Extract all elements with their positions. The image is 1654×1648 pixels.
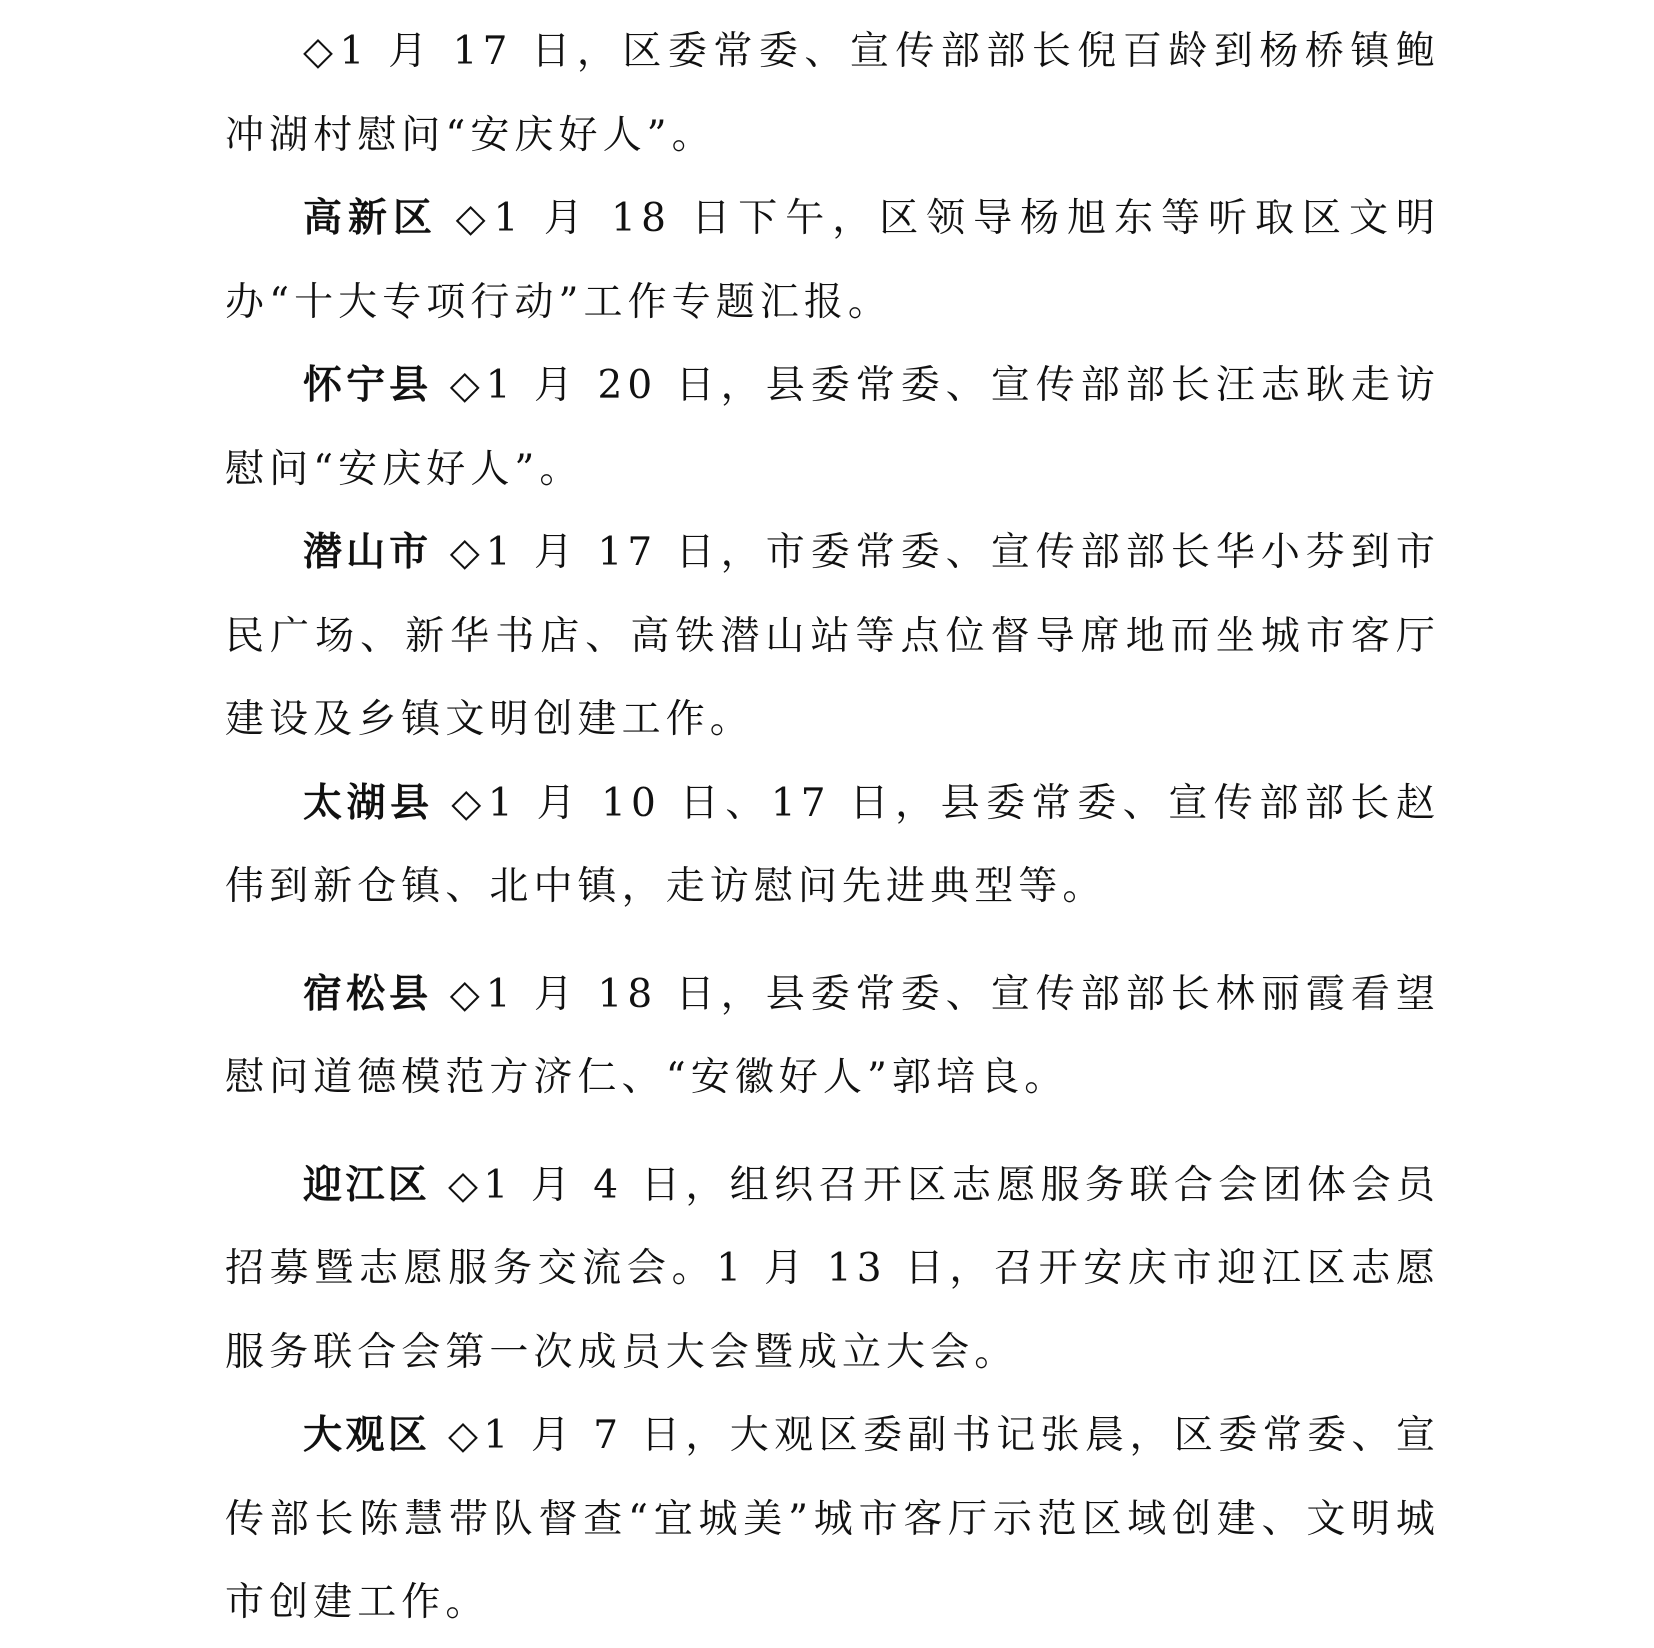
news-paragraph-yingjiang — [225, 1144, 1440, 1395]
paragraph-text: ◇1 月 18 日下午，区领导杨旭东等听取区文明办“十大专项行动”工作专题汇报。 — [225, 196, 1440, 325]
news-paragraph-susong — [225, 953, 1440, 1120]
paragraph-text: ◇1 月 18 日，县委常委、宣传部部长林丽霞看望慰问道德模范方济仁、“安徽好人”郭培良。 — [225, 971, 1440, 1100]
news-paragraph-taihu — [225, 762, 1440, 929]
news-paragraph-daguan — [225, 1394, 1440, 1645]
region-name: 迎江区 — [303, 1162, 431, 1208]
region-name: 潜山市 — [303, 530, 433, 575]
paragraph-text: ◇1 月 7 日，大观区委副书记张晨，区委常委、宣传部长陈慧带队督查“宜城美”城市客厅示范区域创建、文明城市创建工作。 — [225, 1413, 1440, 1625]
region-name: 高新区 — [303, 196, 439, 241]
paragraph-text: ◇1 月 17 日，市委常委、宣传部部长华小芬到市民广场、新华书店、高铁潜山站等点位督导席地而坐城市客厅建设及乡镇文明创建工作。 — [225, 530, 1440, 742]
news-paragraph-huaining — [225, 344, 1440, 511]
paragraph-text: ◇1 月 10 日、17 日，县委常委、宣传部部长赵伟到新仓镇、北中镇，走访慰问先进典型等。 — [225, 780, 1440, 909]
document-page — [225, 10, 1440, 1645]
region-name: 宿松县 — [303, 971, 433, 1017]
region-name: 大观区 — [303, 1413, 431, 1458]
news-paragraph-qianshan — [225, 511, 1440, 762]
region-name: 怀宁县 — [303, 363, 433, 408]
region-name: 太湖县 — [303, 780, 434, 826]
paragraph-text: ◇1 月 4 日，组织召开区志愿服务联合会团体会员招募暨志愿服务交流会。1 月 13 日，召开安庆市迎江区志愿服务联合会第一次成员大会暨成立大会。 — [225, 1162, 1440, 1375]
news-paragraph-yang-qiao — [225, 10, 1440, 177]
news-paragraph-gaoxin — [225, 177, 1440, 344]
paragraph-text: ◇1 月 20 日，县委常委、宣传部部长汪志耿走访慰问“安庆好人”。 — [225, 363, 1440, 492]
paragraph-text: ◇1 月 17 日，区委常委、宣传部部长倪百龄到杨桥镇鲍冲湖村慰问“安庆好人”。 — [225, 29, 1440, 158]
